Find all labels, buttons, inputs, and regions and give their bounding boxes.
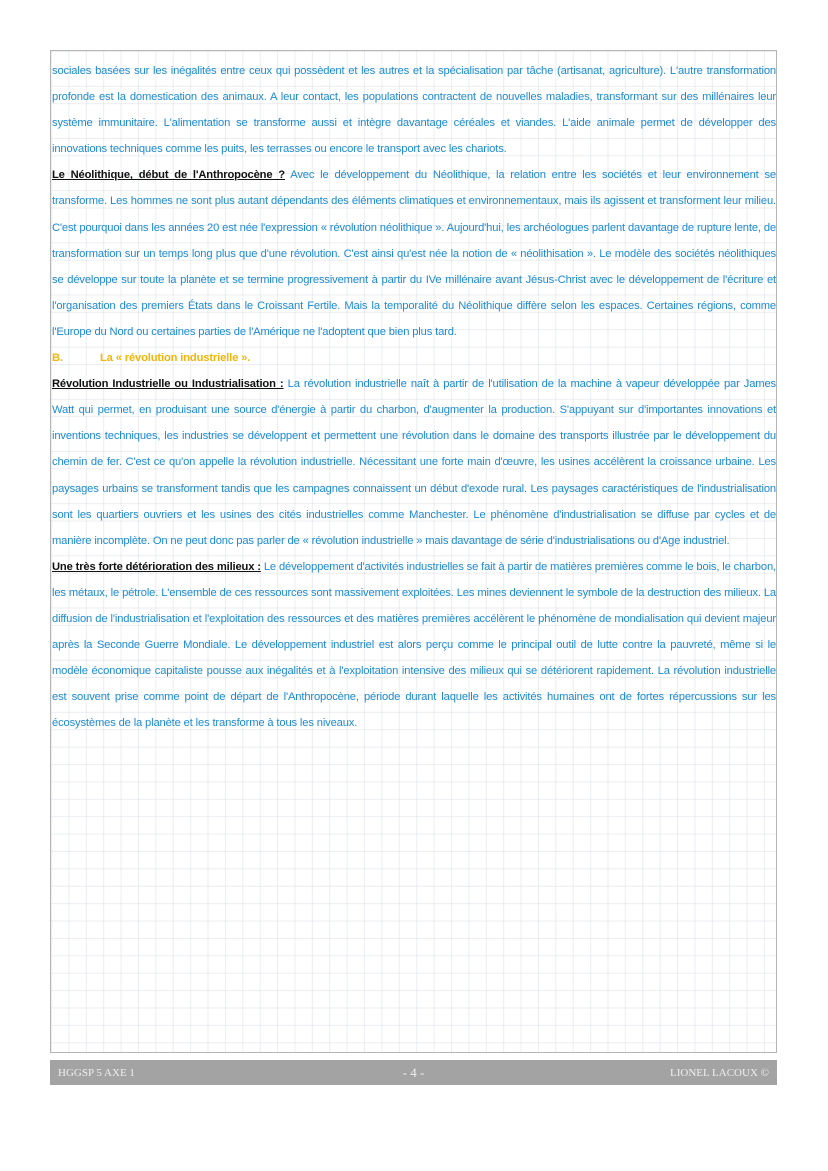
industrial-lead: Révolution Industrielle ou Industrialisation : xyxy=(52,378,284,391)
deterioration-text: Le développement d'activités industrielles se fait à partir de matières premières comme le bois, le charbon, les métaux, le pétrole. L'ensemble de ces ressources sont massivement exploitées. Les mines deviennent le symbole de la destruction des milieux. La diffusion de l'industrialisation et l'exploitation des ressources et des matières premières accélèrent le phénomène de mondialisation qui devient majeur après la Seconde Guerre Mondiale. Le développement industriel est alors perçu comme le principal outil de lutte contre la pauvreté, même si le modèle économique capitaliste pousse aux inégalités et à l'exploitation intensive des milieux qui se détériorent rapidement. La révolution industrielle est souvent prise comme point de départ de l'Anthropocène, période durant laquelle les activités humaines ont de fortes répercussions sur les écosystèmes de la planète et les transforme à tous les niveaux. xyxy=(52,560,776,730)
intro-paragraph: sociales basées sur les inégalités entre ceux qui possèdent et les autres et la spécialisation par tâche (artisanat, agriculture). L'autre transformation profonde est la domestication des animaux. A leur contact, les populations contractent de nouvelles maladies, transformant sur des millénaires leur système immunitaire. L'alimentation se transforme aussi et intègre davantage céréales et viandes. L'aide animale permet de développer des innovations techniques comme les puits, les terrasses ou encore le transport avec les chariots. xyxy=(52,65,776,156)
footer-course-label: HGGSP 5 AXE 1 xyxy=(58,1066,135,1079)
neolithic-lead: Le Néolithique, début de l'Anthropocène ? xyxy=(52,169,285,182)
section-heading-b xyxy=(52,345,776,371)
footer-author: LIONEL LACOUX © xyxy=(670,1066,769,1079)
document-body xyxy=(52,58,776,736)
section-number: B. xyxy=(52,352,63,365)
section-title: La « révolution industrielle ». xyxy=(100,352,251,365)
deterioration-lead: Une très forte détérioration des milieux : xyxy=(52,560,261,573)
neolithic-paragraph xyxy=(52,162,776,345)
deterioration-paragraph xyxy=(52,554,776,737)
page-number: - 4 - xyxy=(402,1064,425,1080)
page-footer xyxy=(50,1060,777,1085)
industrial-paragraph xyxy=(52,371,776,554)
industrial-text: La révolution industrielle naît à partir de l'utilisation de la machine à vapeur développée par James Watt qui permet, en produisant une source d'énergie à partir du charbon, d'augmenter la production. S'appuyant sur d'importantes innovations et inventions techniques, les industries se développent et permettent une révolution dans le domaine des transports illustrée par le développement du chemin de fer. C'est ce qu'on appelle la révolution industrielle. Nécessitant une forte main d'œuvre, les usines accélèrent la croissance urbaine. Les paysages urbains se transforment tandis que les campagnes connaissent un début d'exode rural. Les paysages caractéristiques de l'industrialisation sont les quartiers ouvriers et les usines des cités industrielles comme Manchester. Le phénomène d'industrialisation se diffuse par cycles et de manière incomplète. On ne peut donc pas parler de « révolution industrielle » mais davantage de série d'industrialisations ou d'Age industriel. xyxy=(52,378,776,547)
neolithic-text: Avec le développement du Néolithique, la relation entre les sociétés et leur environnement se transforme. Les hommes ne sont plus autant dépendants des éléments climatiques et environnementaux, mais ils agissent et transforment leur milieu. C'est pourquoi dans les années 20 est née l'expression « révolution néolithique ». Aujourd'hui, les archéologues parlent davantage de rupture lente, de transformation sur un temps long plus que d'une révolution. C'est ainsi qu'est née la notion de « néolithisation ». Le modèle des sociétés néolithiques se développe sur toute la planète et se termine progressivement à partir du IVe millénaire avant Jésus-Christ avec le développement de l'écriture et l'organisation des premiers États dans le Croissant Fertile. Mais la temporalité du Néolithique diffère selon les espaces. Certaines régions, comme l'Europe du Nord ou certaines parties de l'Amérique ne l'adoptent que bien plus tard. xyxy=(52,169,776,338)
